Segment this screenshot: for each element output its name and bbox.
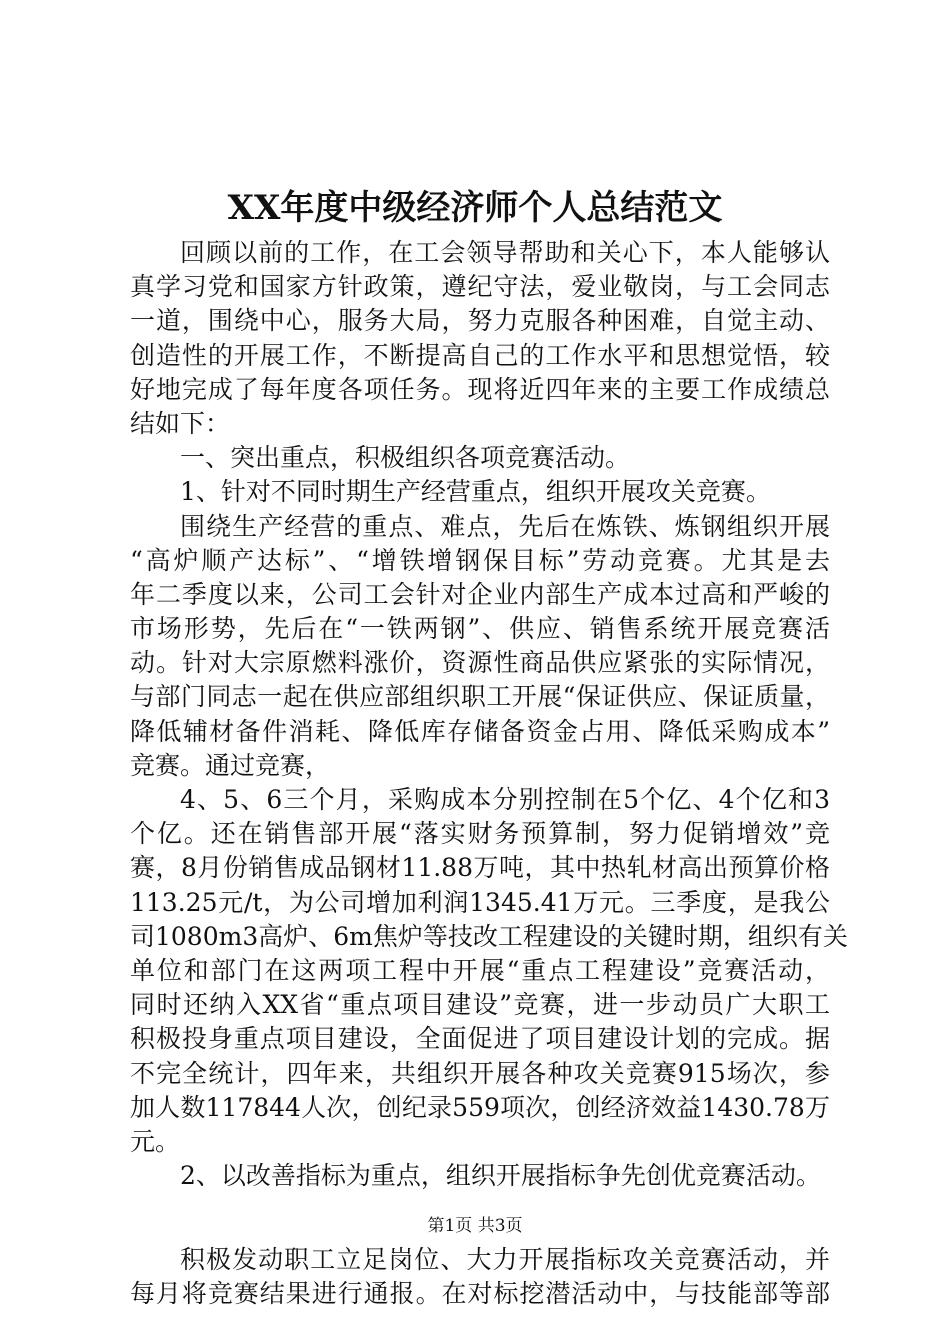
paragraph-line: 单位和部门在这两项工程中开展“重点工程建设”竞赛活动， [130, 955, 830, 985]
paragraph-line: 113.25元/t，为公司增加利润1345.41万元。三季度，是我公 [130, 887, 830, 917]
paragraph-line: 年二季度以来，公司工会针对企业内部生产成本过高和严峻的 [130, 579, 830, 609]
paragraph-line: 同时还纳入XX省“重点项目建设”竞赛，进一步动员广大职工 [130, 990, 830, 1020]
paragraph-line: 司1080m3高炉、6m焦炉等技改工程建设的关键时期，组织有关 [130, 921, 848, 951]
paragraph-line: 市场形势，先后在“一铁两钢”、供应、销售系统开展竞赛活 [130, 614, 830, 644]
paragraph-line: 真学习党和国家方针政策，遵纪守法，爱业敬岗，与工会同志 [130, 272, 830, 302]
paragraph-line: 动。针对大宗原燃料涨价，资源性商品供应紧张的实际情况， [130, 648, 830, 678]
paragraph-line: 每月将竞赛结果进行通报。在对标挖潜活动中，与技能部等部 [130, 1279, 830, 1309]
page-number-footer: 第1页 共3页 [427, 1216, 523, 1236]
paragraph-line: 围绕生产经营的重点、难点，先后在炼铁、炼钢组织开展 [180, 511, 830, 541]
subsection-heading: 1、针对不同时期生产经营重点，组织开展攻关竞赛。 [180, 477, 771, 507]
paragraph-line: 降低辅材备件消耗、降低库存储备资金占用、降低采购成本” [130, 716, 830, 746]
paragraph-line: 加人数117844人次，创纪录559项次，创经济效益1430.78万 [130, 1092, 830, 1122]
paragraph-line: 回顾以前的工作，在工会领导帮助和关心下，本人能够认 [180, 238, 830, 267]
paragraph-line: 与部门同志一起在供应部组织职工开展“保证供应、保证质量， [130, 682, 830, 712]
document-body [130, 236, 848, 1312]
section-heading: 一、突出重点，积极组织各项竞赛活动。 [180, 443, 631, 473]
paragraph-line: 结如下： [130, 408, 231, 438]
paragraph-line: 不完全统计，四年来，共组织开展各种攻关竞赛915场次，参 [130, 1058, 830, 1088]
subsection-heading: 2、以改善指标为重点，组织开展指标争先创优竞赛活动。 [180, 1161, 821, 1191]
paragraph-line: 积极投身重点项目建设，全面促进了项目建设计划的完成。据 [130, 1024, 830, 1054]
paragraph-line: 赛，8月份销售成品钢材11.88万吨，其中热轧材高出预算价格 [130, 853, 830, 883]
paragraph-line: 竞赛。通过竞赛， [130, 750, 331, 780]
paragraph-line: 积极发动职工立足岗位、大力开展指标攻关竞赛活动，并 [180, 1245, 830, 1275]
paragraph-line: 个亿。还在销售部开展“落实财务预算制，努力促销增效”竞 [130, 819, 830, 849]
paragraph-line: 创造性的开展工作，不断提高自己的工作水平和思想觉悟，较 [130, 340, 830, 370]
paragraph-line: 4、5、6三个月，采购成本分别控制在5个亿、4个亿和3 [180, 785, 830, 814]
paragraph-line: 好地完成了每年度各项任务。现将近四年来的主要工作成绩总 [130, 374, 830, 404]
document-title: XX年度中级经济师个人总结范文 [227, 188, 723, 228]
paragraph-line: “高炉顺产达标”、“增铁增钢保目标”劳动竞赛。尤其是去 [130, 545, 830, 575]
paragraph-line: 一道，围绕中心，服务大局，努力克服各种困难，自觉主动、 [130, 306, 830, 336]
paragraph-line: 元。 [130, 1126, 181, 1156]
